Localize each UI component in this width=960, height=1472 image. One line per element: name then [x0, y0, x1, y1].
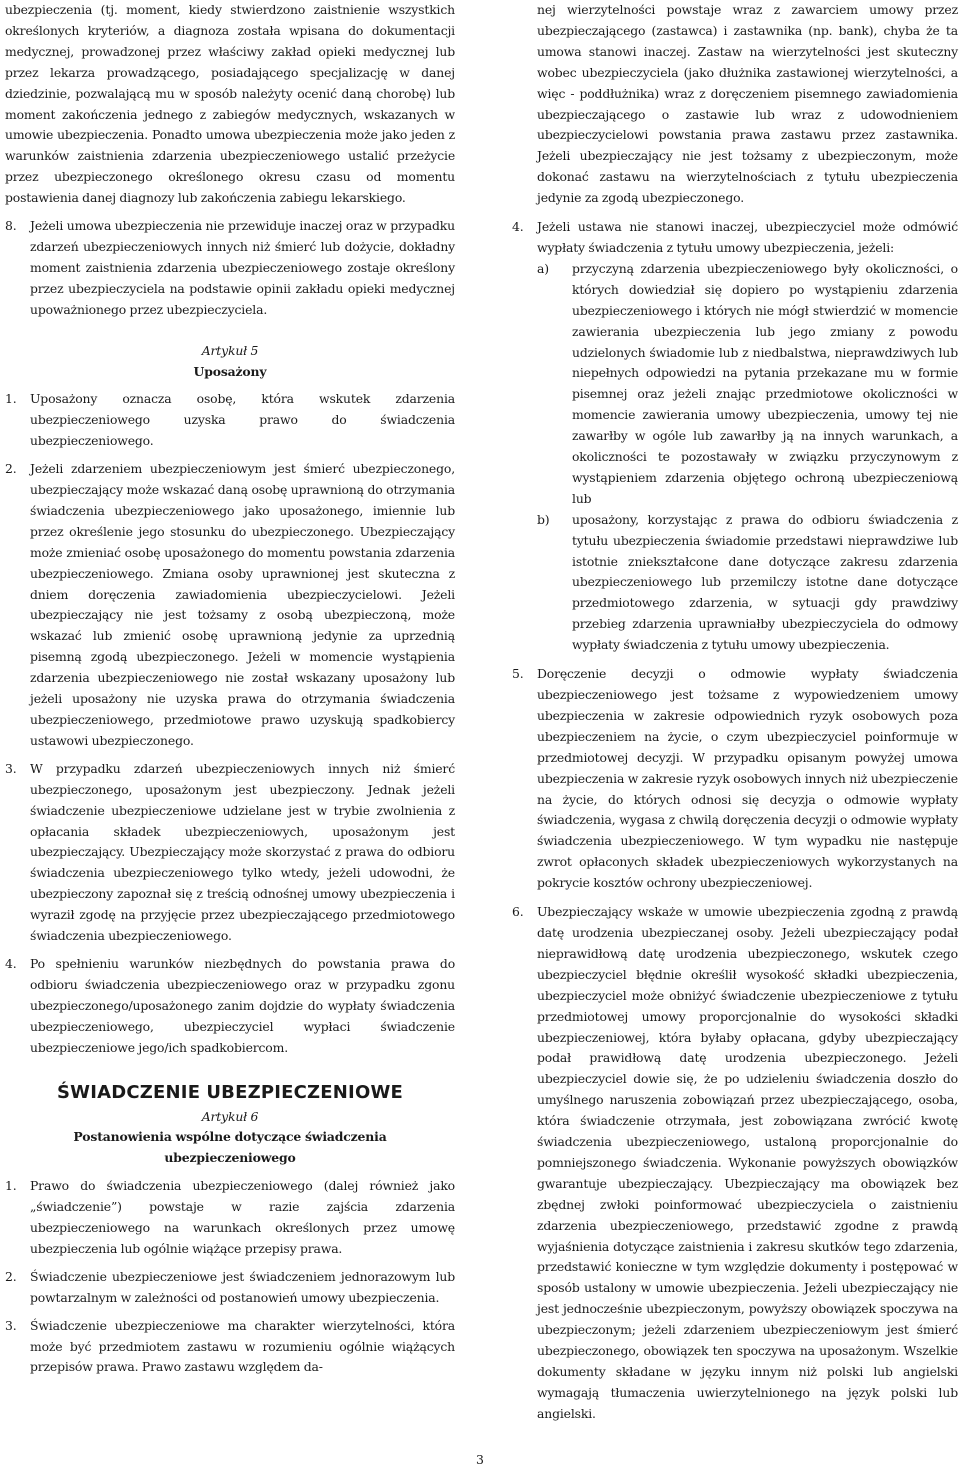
item-text: Doręczenie decyzji o odmowie wypłaty świadczenia ubezpieczeniowego jest tożsame z wypowiedzeniem umowy ubezpieczenia w zakresie odpowiednich ryzyk osobowych poza ubezpieczeniem na życie, o czym ubezpieczyciel poinformuje w przedmiotowej decyzji. W przypadku opisanym powyżej umowa ubezpieczenia w zakresie ryzyk osobowych innych niż ubezpieczenie na życie, do których odnosi się decyzja o odmowie wypłaty świadczenia, wygasa z chwilą doręczenia decyzji o odmowie wypłaty świadczenia ubezpieczeniowego. W tym wypadku nie następuje zwrot opłaconych składek ubezpieczeniowych wykorzystanych na pokrycie kosztów ochrony ubezpieczeniowej. — [537, 666, 958, 891]
list-item — [512, 217, 958, 656]
right-column — [512, 0, 958, 1425]
list-item — [5, 759, 455, 947]
article-5-number: Artykuł 5 — [201, 342, 259, 358]
list-item — [5, 1316, 455, 1379]
sub-item — [537, 510, 958, 656]
item-number: 6. — [512, 904, 524, 920]
item-text: Jeżeli umowa ubezpieczenia nie przewiduje inaczej oraz w przypadku zdarzeń ubezpieczeniowych innych niż śmierć lub dożycie, dokładny moment zaistnienia zdarzenia ubezpieczeniowego zostaje określony przez ubezpieczyciela na podstawie opinii zakładu opieki medycznej upoważnionego przez ubezpieczyciela. — [30, 218, 455, 317]
list-item — [5, 954, 455, 1059]
sub-item-label: a) — [537, 260, 549, 276]
sub-item-label: b) — [537, 511, 550, 527]
item-text: Świadczenie ubezpieczeniowe jest świadczeniem jednorazowym lub powtarzalnym w zależności od postanowień umowy ubezpieczenia. — [30, 1268, 455, 1305]
item-number: 3. — [5, 1317, 17, 1333]
item-number: 4. — [512, 219, 524, 235]
item-number: 8. — [5, 218, 17, 234]
item-text: Po spełnieniu warunków niezbędnych do powstania prawa do odbioru świadczenia ubezpieczeniowego oraz w przypadku zgonu ubezpieczonego/uposażonego zanim dojdzie do wypłaty świadczenia ubezpieczeniowego, ubezpieczyciel wypłaci świadczenie ubezpieczeniowe jego/ich spadkobiercom. — [30, 955, 455, 1055]
list-item — [512, 902, 958, 1425]
article-6-number: Artykuł 6 — [201, 1108, 259, 1124]
list-item — [5, 1267, 455, 1309]
item-number: 1. — [5, 391, 17, 407]
item-text: W przypadku zdarzeń ubezpieczeniowych innych niż śmierć ubezpieczonego, uposażonym jest ubezpieczony. Jednak jeżeli świadczenie ubezpieczeniowe udzielane jest w trybie zwolnienia z opłacania składek ubezpieczeniowych, uposażonym jest ubezpieczający. Ubezpieczający może skorzystać z prawa do odbioru świadczenia ubezpieczeniowego tylko wtedy, jeżeli udowodni, że ubezpieczony zapoznał się z treścią odnośnej umowy ubezpieczenia i wyraził zgodę na przyjęcie przez ubezpieczającego przedmiotowego świadczenia ubezpieczeniowego. — [30, 760, 455, 944]
continuation-paragraph: nej wierzytelności powstaje wraz z zawarciem umowy przez ubezpieczającego (zastawca) i zastawnika (np. bank), chyba że ta umowa stanowi inaczej. Zastaw na wierzytelności jest skuteczny wobec ubezpieczyciela (jako dłużnika zastawionej wierzytelności, a więc - poddłużnika) wraz z doręczeniem pisemnego zawiadomienia ubezpieczającego o zastawie lub wraz z udowodnieniem ubezpieczycielowi powstania prawa zastawu przez zastawnika. Jeżeli ubezpieczający nie jest tożsamy z ubezpieczonym, może dokonać zastawu na wierzytelnościach z tytułu ubezpieczenia jedynie za zgodą ubezpieczonego. — [537, 2, 958, 206]
list-item — [5, 216, 455, 321]
list-item — [5, 1176, 455, 1260]
item-number: 2. — [5, 461, 17, 477]
item-text: Ubezpieczający wskaże w umowie ubezpieczenia zgodną z prawdą datę urodzenia ubezpieczanej osoby. Jeżeli ubezpieczający podał nieprawidłową datę urodzenia ubezpieczonego, wskutek czego ubezpieczyciel błędnie określił wysokość składki ubezpieczenia, ubezpieczyciel może obniżyć świadczenie ubezpieczeniowe z tytułu przedmiotowej umowy proporcjonalnie do wysokości składki ubezpieczeniowej, która byłaby opłacana, gdyby ubezpieczający podał prawidłową datę urodzenia ubezpieczonego. Jeżeli ubezpieczyciel dowie się, że po udzieleniu świadczenia doszło do umyślnego naruszenia zobowiązań przez ubezpieczającego, osoba, która świadczenie otrzymała, jest zobowiązana zwrócić kwotę świadczenia ubezpieczeniowego, ustaloną proporcjonalnie do pomniejszonego świadczenia. Wykonanie powyższych obowiązków gwarantuje ubezpieczający. Ubezpieczający ma obowiązek bez zbędnej zwłoki poinformować ubezpieczyciela o zaistnieniu zdarzenia ubezpieczeniowego, przedstawić zgodne z prawdą wyjaśnienia dotyczące zaistnienia i zakresu skutków tego zdarzenia, przedstawić konieczne w tym względzie dokumenty i postępować w sposób ustalony w umowie ubezpieczenia. Jeżeli ubezpieczający nie jest jednocześnie ubezpieczonym, powyższy obowiązek spoczywa na ubezpieczonym; jeżeli zdarzeniem ubezpieczeniowym jest śmierć ubezpieczonego, obowiązek ten spoczywa na uposażonym. Wszelkie dokumenty składane w języku innym niż polski lub angielski wymagają tłumaczenia uwierzytelnionego na język polski lub angielski. — [537, 904, 958, 1421]
list-item — [5, 389, 455, 452]
item-number: 2. — [5, 1268, 17, 1284]
article-5-title: Uposażony — [193, 363, 267, 379]
item-number: 1. — [5, 1178, 17, 1194]
continuation-paragraph: ubezpieczenia (tj. moment, kiedy stwierdzono zaistnienie wszystkich określonych kryteriów, a diagnoza została wpisana do dokumentacji medycznej, prowadzonej przez właściwy zakład opieki medycznej lub przez lekarza prowadzącego, posiadającego specjalizację w danej dziedzinie, pozwalającą mu w sposób należyty ocenić daną chorobę) lub moment zakończenia jednego z zabiegów medycznych, wskazanych w umowie ubezpieczenia. Ponadto umowa ubezpieczenia może jako jeden z warunków zaistnienia zdarzenia ubezpieczeniowego ustalić przeżycie przez ubezpieczonego określonego okresu czasu od momentu postawienia danej diagnozy lub zakończenia zabiegu lekarskiego. — [5, 2, 455, 206]
item-text: Uposażony oznacza osobę, która wskutek zdarzenia ubezpieczeniowego uzyska prawo do świadczenia ubezpieczeniowego. — [30, 391, 455, 449]
item-number: 3. — [5, 760, 17, 776]
sub-item-text: uposażony, korzystając z prawa do odbioru świadczenia z tytułu ubezpieczenia świadomie przedstawi nieprawdziwe lub istotnie zniekształcone dane dotyczące zakresu zdarzenia ubezpieczeniowego lub przemilczy istotne dane dotyczące przedmiotowego zdarzenia, w sytuacji gdy prawdziwy przebieg zdarzenia uprawniałby ubezpieczyciela do odmowy wypłaty świadczenia z tytułu umowy ubezpieczenia. — [572, 511, 958, 653]
item-number: 5. — [512, 666, 524, 682]
page-number: 3 — [476, 1452, 484, 1467]
item-text: Prawo do świadczenia ubezpieczeniowego (dalej również jako „świadczenie”) powstaje w razie zajścia zdarzenia ubezpieczeniowego na warunkach określonych przez umowę ubezpieczenia lub ogólnie wiążące przepisy prawa. — [30, 1178, 455, 1256]
item-text: Świadczenie ubezpieczeniowe ma charakter wierzytelności, która może być przedmiotem zastawu w rozumieniu ogólnie wiążących przepisów prawa. Prawo zastawu względem da- — [30, 1317, 455, 1375]
left-column — [5, 0, 455, 1378]
sub-item — [537, 259, 958, 510]
item-text: Jeżeli zdarzeniem ubezpieczeniowym jest śmierć ubezpieczonego, ubezpieczający może wskazać daną osobę uprawnioną do otrzymania świadczenia ubezpieczeniowego jako uposażonego, imiennie lub przez określenie jego stosunku do ubezpieczonego. Ubezpieczający może zmieniać osobę uposażonego do momentu powstania zdarzenia ubezpieczeniowego. Zmiana osoby uprawnionej jest skuteczna z dniem doręczenia zawiadomienia ubezpieczycielowi. Jeżeli ubezpieczający nie jest tożsamy z osobą ubezpieczoną, może wskazać lub zmienić osobę uprawnioną jedynie za uprzednią pisemną zgodą ubezpieczonego. Jeżeli w momencie wystąpienia zdarzenia ubezpieczeniowego nie został wskazany uposażony lub jeżeli uposażony nie uzyska prawa do otrzymania świadczenia ubezpieczeniowego, przedmiotowe prawo uzyskują spadkobiercy ustawowi ubezpieczonego. — [30, 461, 455, 748]
article-6-title: Postanowienia wspólne dotyczące świadczenia ubezpieczeniowego — [73, 1129, 387, 1166]
list-item — [5, 459, 455, 752]
list-item — [512, 664, 958, 894]
sub-item-text: przyczyną zdarzenia ubezpieczeniowego były okoliczności, o których dowiedział się dopiero po wystąpieniu zdarzenia ubezpieczeniowego i których nie mógł stwierdzić w momencie zawierania ubezpieczenia lub jego zmiany z powodu udzielonych świadomie lub z niedbalstwa, nieprawdziwych lub niepełnych odpowiedzi na pytania przekazane mu w formie pisemnej oraz jeżeli znając przedmiotowe okoliczności w momencie zawierania umowy ubezpieczenia, umowy tej nie zawarłby w ogóle lub zawarłby ją na innych warunkach, a okoliczności te pozostawały w związku przyczynowym z wystąpieniem zdarzenia objętego ochroną ubezpieczeniową lub — [572, 260, 958, 506]
section-heading: ŚWIADCZENIE UBEZPIECZENIOWE — [56, 1081, 403, 1103]
item-number: 4. — [5, 955, 17, 971]
item-text: Jeżeli ustawa nie stanowi inaczej, ubezpieczyciel może odmówić wypłaty świadczenia z tytułu umowy ubezpieczenia, jeżeli: — [537, 219, 958, 255]
